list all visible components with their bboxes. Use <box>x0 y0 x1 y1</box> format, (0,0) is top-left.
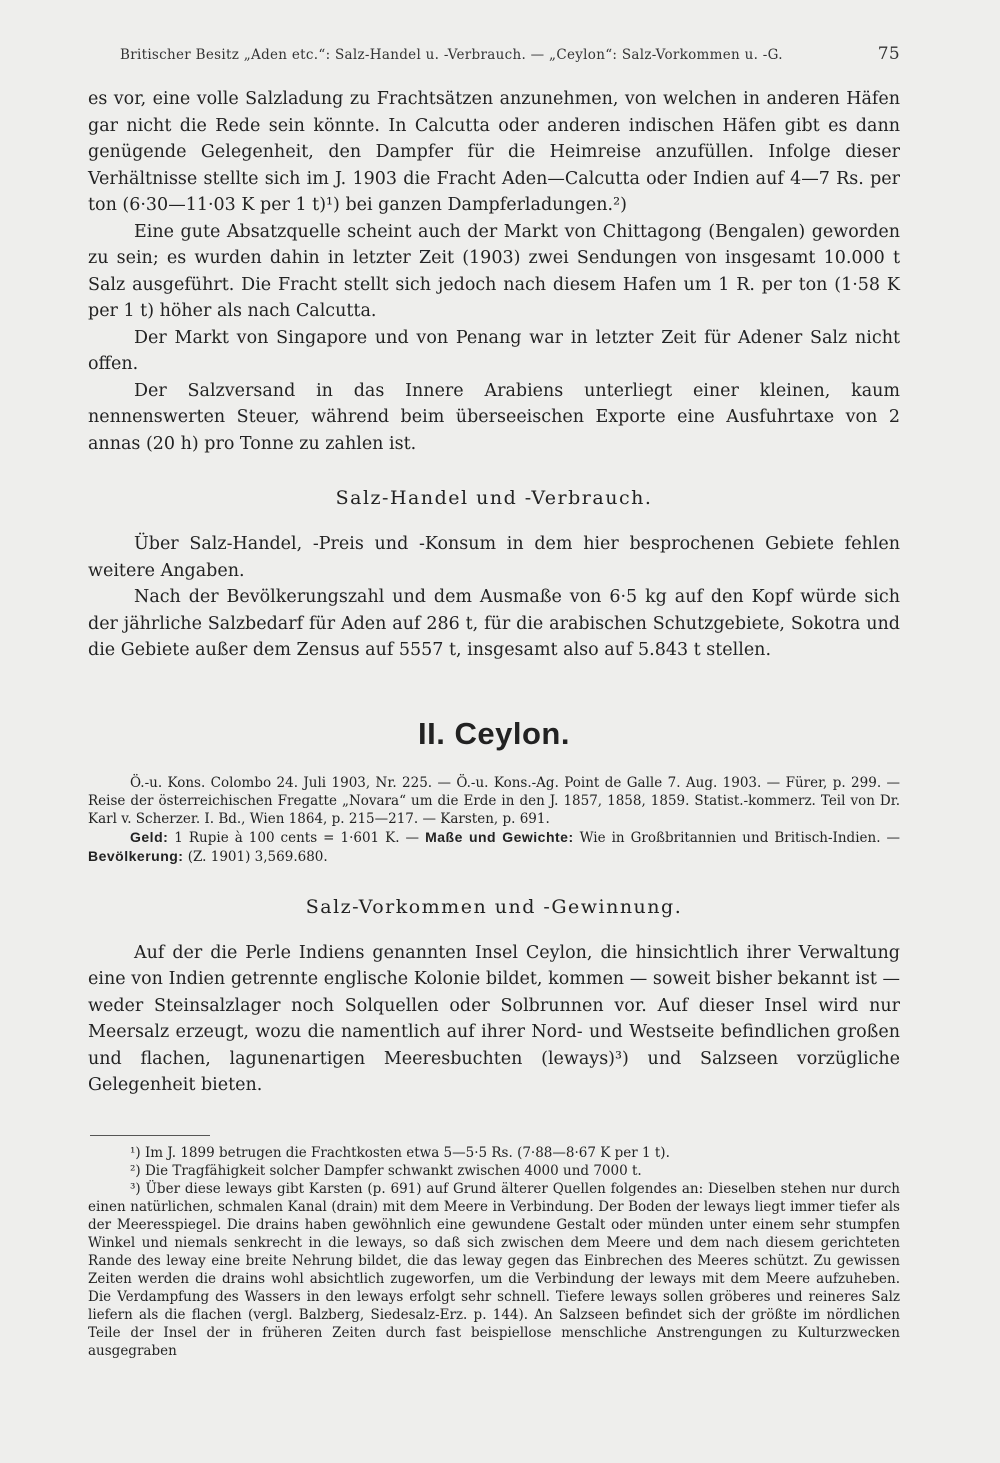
continued-text <box>88 86 900 457</box>
section-heading: Salz-Vorkommen und -Gewinnung. <box>305 895 683 918</box>
paragraph: Der Markt von Singapore und von Penang war in letzter Zeit für Adener Salz nicht offen. <box>88 327 900 374</box>
paragraph: Eine gute Absatzquelle scheint auch der Markt von Chittagong (Bengalen) geworden zu sein; es wurden dahin in letzter Zeit (1903) zwei Sendungen von insgesamt 10.000 t Salz ausgeführt. Die Fracht stellt sich jedoch nach diesem Hafen um 1 R. per ton (1·58 K per 1 t) höher als nach Calcutta. <box>88 221 900 321</box>
bevoelkerung-text: (Z. 1901) 3,569.680. <box>187 848 328 865</box>
section-heading: Salz-Handel und -Verbrauch. <box>335 487 653 509</box>
chapter-heading: II. Ceylon. <box>418 715 570 751</box>
footnote: ¹) Im J. 1899 betrugen die Frachtkosten etwa 5—5·5 Rs. (7·88—8·67 K per 1 t). <box>130 1144 670 1161</box>
masse-text: Wie in Großbritannien und Britisch-Indien. — <box>579 829 901 846</box>
geld-label: Geld: <box>130 828 169 845</box>
masse-label: Maße und Gewichte: <box>425 828 574 845</box>
section-body <box>88 531 900 664</box>
footnote: ³) Über diese leways gibt Karsten (p. 691) auf Grund älterer Quellen folgendes an: Dieselben stehen nur durch einen natürlichen, schmalen Kanal (drain) mit dem Meere in Verbindung. Der Boden der leways liegt immer tiefer als der Meeresspiegel. Die drains haben gewöhnlich eine gewundene Gestalt oder münden unter einem sehr stumpfen Winkel und niemals senkrecht in die leways, so daß sich zwischen dem Meere und dem nach diesem gerichteten Rande des leway eine breite Nehrung bildet, die das leway gegen das Einbrechen des Meeres schützt. Zu gewissen Zeiten werden die drains wohl absichtlich zugeworfen, um die Verbindung der leways mit dem Meere aufzuheben. Die Verdampfung des Wassers in den leways erfolgt sehr schnell. Tiefere leways sollen gröberes und reineres Salz liefern als die flachen (vergl. Balzberg, Siedesalz-Erz. p. 144). An Salzseen befindet sich der größte im nördlichen Teile der Insel der in früheren Zeiten durch fast beispiellose menschliche Anstrengungen zu Kulturzwecken ausgegraben <box>88 1180 900 1359</box>
page-number: 75 <box>877 44 900 64</box>
footnotes <box>88 1144 900 1360</box>
geld-text: 1 Rupie à 100 cents = 1·601 K. — <box>174 829 420 846</box>
section-body <box>88 940 900 1099</box>
paragraph: Der Salzversand in das Innere Arabiens unterliegt einer kleinen, kaum nennenswerten Steuer, während beim überseeischen Exporte eine Ausfuhrtaxe von 2 annas (20 h) pro Tonne zu zahlen ist. <box>88 380 900 454</box>
paragraph: es vor, eine volle Salzladung zu Frachtsätzen anzunehmen, von welchen in anderen Häfen gar nicht die Rede sein könnte. In Calcutta oder anderen indischen Häfen gibt es dann genügende Gelegenheit, den Dampfer für die Heimreise anzufüllen. Infolge dieser Verhältnisse stellte sich im J. 1903 die Fracht Aden—Calcutta oder Indien auf 4—7 Rs. per ton (6·30—11·03 K per 1 t)¹) bei ganzen Dampferladungen.²) <box>88 89 900 215</box>
running-header <box>120 44 900 64</box>
paragraph: Über Salz-Handel, -Preis und -Konsum in dem hier besprochenen Gebiete fehlen weitere Angaben. <box>88 534 900 581</box>
paragraph: Nach der Bevölkerungszahl und dem Ausmaße von 6·5 kg auf den Kopf würde sich der jährliche Salzbedarf für Aden auf 286 t, für die arabischen Schutzgebiete, Sokotra und die Gebiete außer dem Zensus auf 5557 t, insgesamt also auf 5.843 t stellen. <box>88 587 900 660</box>
bevoelkerung-label: Bevölkerung: <box>88 847 184 864</box>
sources-block <box>88 774 900 866</box>
running-title: Britischer Besitz „Aden etc.“: Salz-Handel u. -Verbrauch. — „Ceylon“: Salz-Vorkommen u. -G. <box>120 47 783 63</box>
facts-line <box>88 828 900 866</box>
footnote: ²) Die Tragfähigkeit solcher Dampfer schwankt zwischen 4000 und 7000 t. <box>130 1162 642 1179</box>
sources-text: Ö.-u. Kons. Colombo 24. Juli 1903, Nr. 225. — Ö.-u. Kons.-Ag. Point de Galle 7. Aug. 1903. — Fürer, p. 299. — Reise der österreichischen Fregatte „Novara“ um die Erde in den J. 1857, 1858, 1859. Statist.-kommerz. Teil von Dr. Karl v. Scherzer. I. Bd., Wien 1864, p. 215—217. — Karsten, p. 691. <box>88 774 900 827</box>
footnote-divider <box>90 1135 210 1136</box>
paragraph: Auf der die Perle Indiens genannten Insel Ceylon, die hinsichtlich ihrer Verwaltung eine von Indien getrennte englische Kolonie bildet, kommen — soweit bisher bekannt ist — weder Steinsalzlager noch Solquellen oder Solbrunnen vor. Auf dieser Insel wird nur Meersalz erzeugt, wozu die namentlich auf ihrer Nord- und Westseite befindlichen großen und flachen, lagunenartigen Meeresbuchten (leways)³) und Salzseen vorzügliche Gelegenheit bieten. <box>88 942 900 1095</box>
